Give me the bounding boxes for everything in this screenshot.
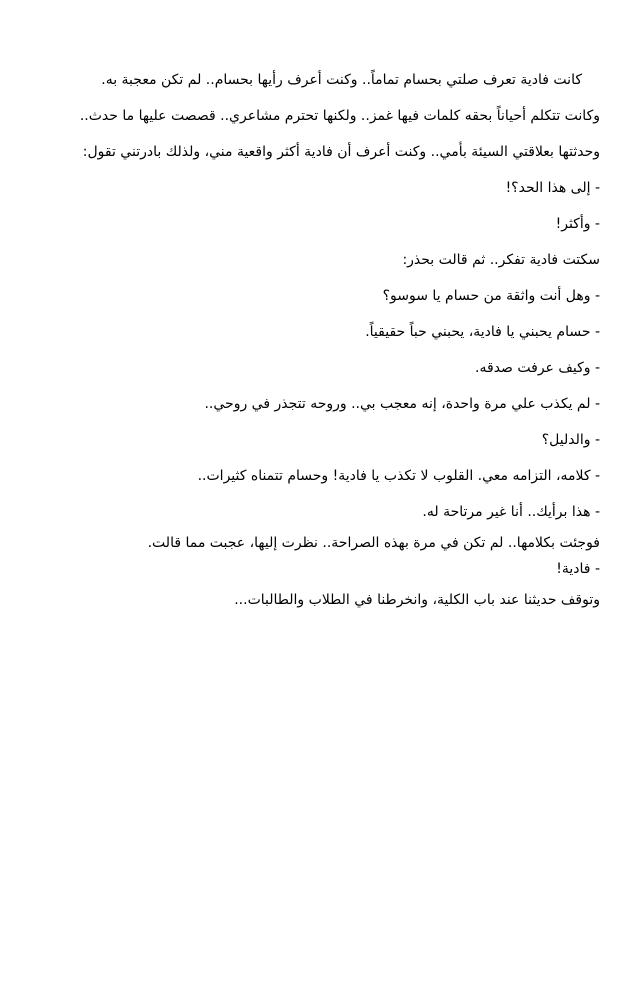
dialogue-line: - حسام يحبني يا فادية، يحبني حباً حقيقياً. [365, 324, 600, 340]
dialogue-line: - وأكثر! [555, 216, 600, 232]
narration-line: وتوقف حديثنا عند باب الكلية، وانخرطنا في الطلاب والطالبات... [234, 592, 600, 608]
dialogue-line: - إلى هذا الحد؟! [505, 180, 600, 196]
dialogue-line: - وكيف عرفت صدقه. [475, 360, 600, 376]
paragraph-line: وكانت تتكلم أحياناً بحقه كلمات فيها غمز.. ولكنها تحترم مشاعري.. قصصت عليها ما حدث.. [79, 108, 600, 124]
dialogue-line: - والدليل؟ [541, 432, 600, 448]
paragraph-line: وحدثتها بعلاقتي السيئة بأمي.. وكنت أعرف أن فادية أكثر واقعية مني، ولذلك بادرتني تقول: [82, 144, 600, 160]
narration-line: فوجئت بكلامها.. لم تكن في مرة بهذه الصراحة.. نظرت إليها، عجبت مما قالت. [147, 535, 600, 551]
dialogue-line: - هذا برأيك.. أنا غير مرتاحة له. [422, 504, 600, 520]
dialogue-line: - لم يكذب علي مرة واحدة، إنه معجب بي.. وروحه تتجذر في روحي.. [204, 396, 600, 412]
paragraph-line: كانت فادية تعرف صلتي بحسام تماماً.. وكنت أعرف رأيها بحسام.. لم تكن معجبة به. [101, 72, 582, 88]
intro-paragraph [40, 62, 600, 170]
dialogue-line: - وهل أنت واثقة من حسام يا سوسو؟ [382, 288, 600, 304]
narration-line: سكتت فادية تفكر.. ثم قالت بحذر: [402, 252, 600, 268]
dialogue-line: - فادية! [556, 561, 600, 577]
dialogue-line: - كلامه، التزامه معي. القلوب لا تكذب يا فادية! وحسام تتمناه كثيرات.. [197, 468, 600, 484]
document-page [40, 62, 600, 618]
